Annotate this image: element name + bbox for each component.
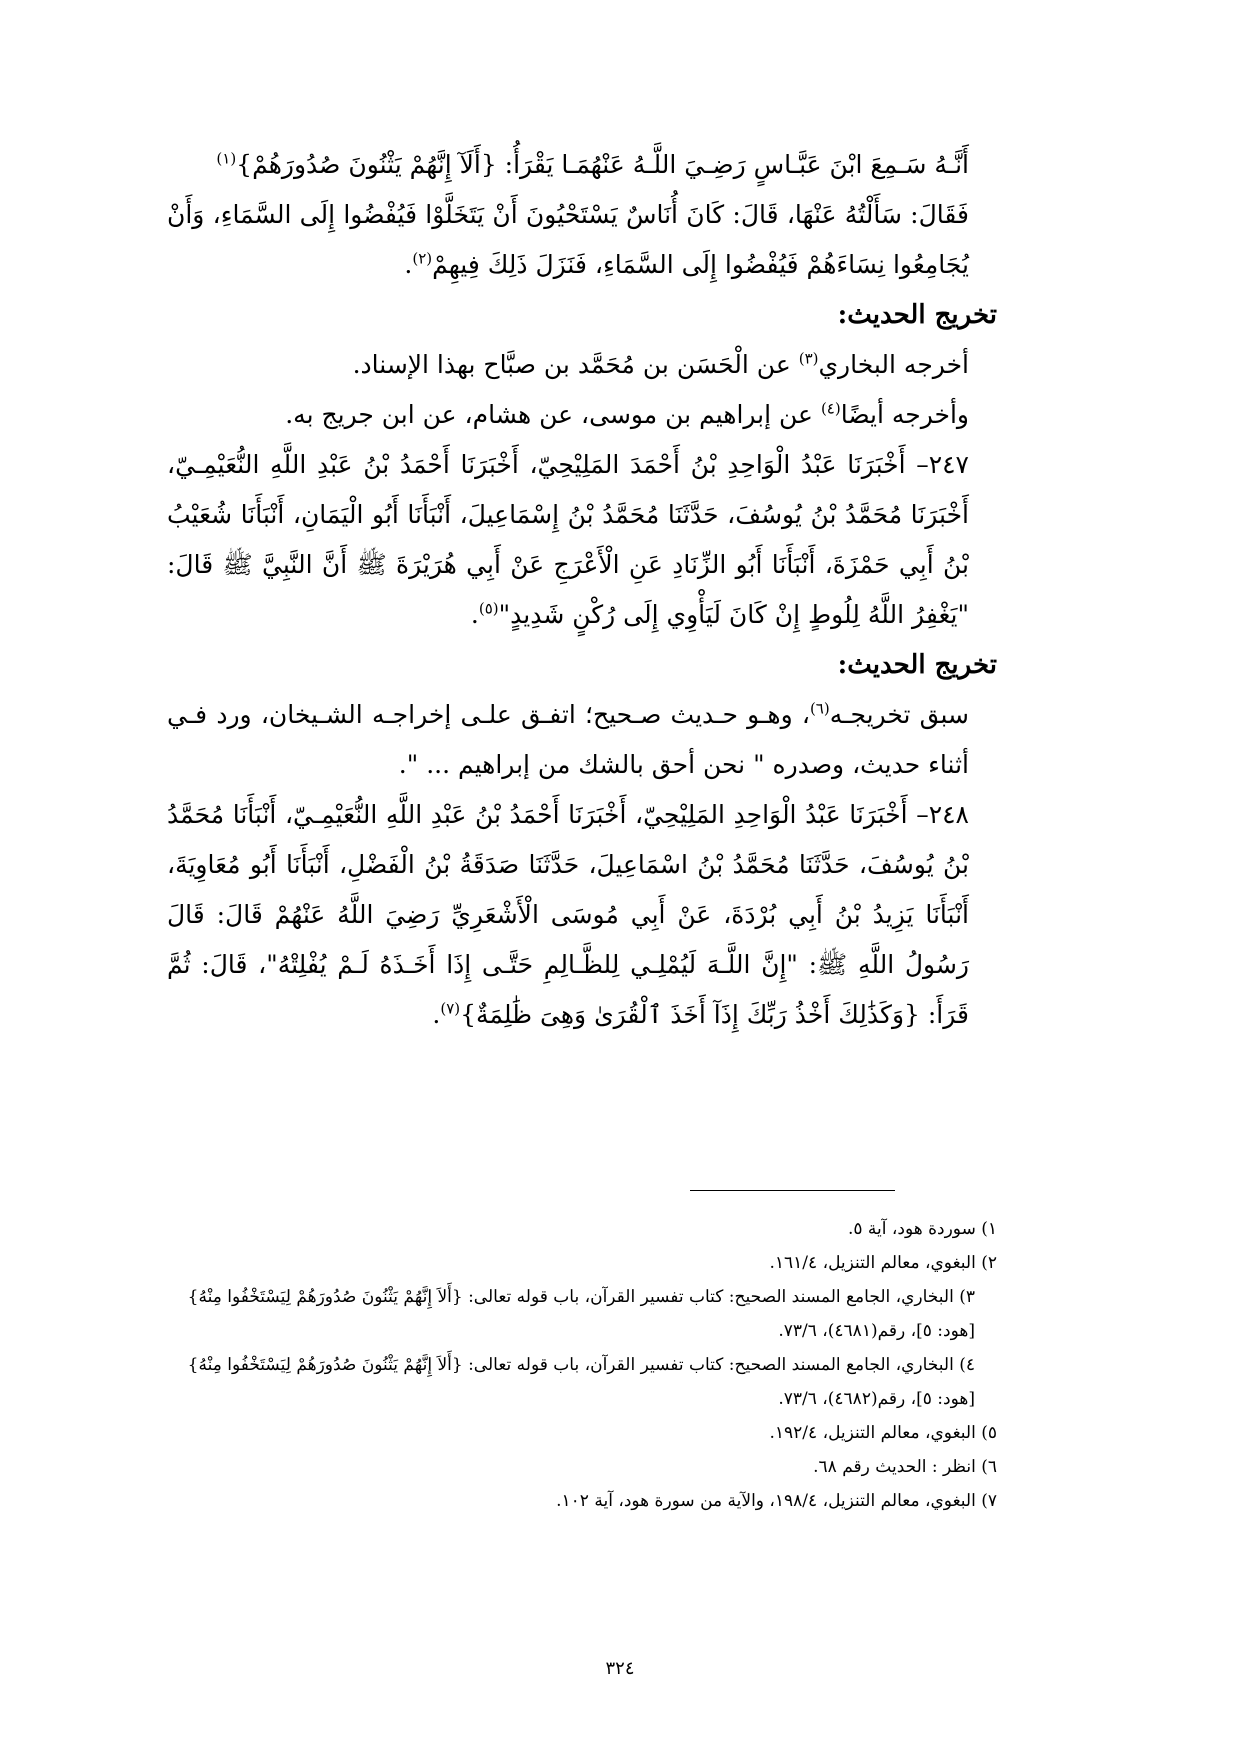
footnote-text: البغوي، معالم التنزيل، ١٦١/٤. xyxy=(769,1253,982,1273)
intro-verse-text: أَنَّـهُ سَـمِعَ ابْنَ عَبَّـاسٍ رَضِـيَ اللَّـهُ عَنْهُمَـا يَقْرَأُ: {أَلَآ إِنَّهُمْ يَثْنُونَ صُدُورَهُمْ} xyxy=(236,150,969,179)
footnote-number: ٦) xyxy=(981,1457,997,1477)
main-text xyxy=(167,140,997,1040)
footnote-number: ٣) xyxy=(959,1287,975,1307)
footnote-text: البخاري، الجامع المسند الصحيح: كتاب تفسير القرآن، باب قوله تعالى: {أَلاَ إِنَّهُمْ يَثْنُونَ صُدُورَهُمْ لِيَسْتَخْفُوا مِنْهُ}[هود: ٥]، رقم(٤٦٨١)، ٧٣/٦. xyxy=(187,1287,975,1341)
footnote-ref-3[interactable]: (٣) xyxy=(798,349,819,368)
paragraph-takhrij-2 xyxy=(167,690,997,790)
footnote-separator xyxy=(690,1190,895,1191)
hadith-247-end: . xyxy=(470,600,479,629)
footnote-text: سوردة هود، آية ٥. xyxy=(847,1219,982,1239)
hadith-248-end: . xyxy=(432,1000,441,1029)
paragraph-hadith-248 xyxy=(167,790,997,1040)
takhrij-1b-rest: عن إبراهيم بن موسى، عن هشام، عن ابن جريج به. xyxy=(285,400,821,429)
hadith-248-text: أَخْبَرَنَا عَبْدُ الْوَاحِدِ المَلِيْحِيّ، أَخْبَرَنَا أَحْمَدُ بْنُ عَبْدِ اللَّهِ النُّعَيْمِـيّ، أَنْبَأَنَا مُحَمَّدُ بْنُ يُوسُفَ، حَدَّثَنَا مُحَمَّدُ بْنُ اسْمَاعِيلَ، حَدَّثَنَا صَدَقَةُ بْنُ الْفَضْلِ، أَنْبَأَنَا أَبُو مُعَاوِيَةَ، أَنْبَأَنَا يَزِيدُ بْنُ أَبِي بُرْدَةَ، عَنْ أَبِي مُوسَى الْأَشْعَرِيِّ رَضِيَ اللَّهُ عَنْهُمْ قَالَ: قَالَ رَسُولُ اللَّهِ ﷺ: "إِنَّ اللَّـهَ لَيُمْلِـي لِلظَّـالِمِ حَتَّـى إِذَا أَخَـذَهُ لَـمْ يُفْلِتْهُ"، قَالَ: ثُمَّ قَرَأَ: {وَكَذَٰلِكَ أَخْذُ رَبِّكَ إِذَآ أَخَذَ ٱلْقُرَىٰ وَهِىَ ظَٰلِمَةٌ} xyxy=(167,800,969,1029)
footnote-text: البغوي، معالم التنزيل، ١٩٢/٤. xyxy=(769,1423,982,1443)
intro-text: فَقَالَ: سَأَلْتُهُ عَنْهَا، قَالَ: كَانَ أُنَاسٌ يَسْتَحْيُونَ أَنْ يَتَخَلَّوْا فَيُفْضُوا إِلَى السَّمَاءِ، وَأَنْ يُجَامِعُوا نِسَاءَهُمْ فَيُفْضُوا إِلَى السَّمَاءِ، فَنَزَلَ ذَلِكَ فِيهِمْ xyxy=(167,200,969,279)
takhrij-1a-rest: عن الْحَسَن بن مُحَمَّد بن صبَّاح بهذا الإسناد. xyxy=(352,350,799,379)
paragraph-takhrij-1a xyxy=(167,340,997,390)
footnote-number: ٥) xyxy=(981,1423,997,1443)
paragraph-intro xyxy=(167,190,997,290)
footnote-5 xyxy=(167,1416,997,1450)
footnote-number: ٢) xyxy=(981,1253,997,1273)
page-number: ٣٢٤ xyxy=(605,1658,635,1679)
footnote-text: البغوي، معالم التنزيل، ١٩٨/٤، والآية من سورة هود، آية ١٠٢. xyxy=(556,1491,982,1511)
footnote-4 xyxy=(167,1348,997,1416)
footnote-ref-6[interactable]: (٦) xyxy=(809,699,830,718)
footnote-ref-7[interactable]: (٧) xyxy=(440,999,461,1018)
intro-end: . xyxy=(404,250,413,279)
hadith-number-247: ٢٤٧– xyxy=(916,450,969,479)
paragraph-hadith-247 xyxy=(167,440,997,640)
footnote-ref-4[interactable]: (٤) xyxy=(820,399,841,418)
footnote-ref-2[interactable]: (٢) xyxy=(412,249,433,268)
footnote-number: ٤) xyxy=(959,1355,975,1375)
paragraph-takhrij-1b xyxy=(167,390,997,440)
takhrij-1a-text: أخرجه البخاري xyxy=(818,350,969,379)
hadith-number-248: ٢٤٨– xyxy=(916,800,969,829)
footnote-7 xyxy=(167,1484,997,1518)
hadith-247-text: أَخْبَرَنَا عَبْدُ الْوَاحِدِ بْنُ أَحْمَدَ المَلِيْحِيّ، أَخْبَرَنَا أَحْمَدُ بْنُ عَبْدِ اللَّهِ النُّعَيْمِـيّ، أَخْبَرَنَا مُحَمَّدُ بْنُ يُوسُفَ، حَدَّثَنَا مُحَمَّدُ بْنُ إِسْمَاعِيلَ، أَنْبَأَنَا أَبُو الْيَمَانِ، أَنْبَأَنَا شُعَيْبُ بْنُ أَبِي حَمْزَةَ، أَنْبَأَنَا أَبُو الزِّنَادِ عَنِ الْأَعْرَجِ عَنْ أَبِي هُرَيْرَةَ ﷺ أَنَّ النَّبِيَّ ﷺ قَالَ: "يَغْفِرُ اللَّهُ لِلُوطٍ إِنْ كَانَ لَيَأْوِي إِلَى رُكْنٍ شَدِيدٍ" xyxy=(167,450,969,629)
footnote-ref-1[interactable]: (١) xyxy=(216,149,237,168)
section-heading-takhrij-1: تخريج الحديث: xyxy=(837,300,997,330)
footnote-number: ٧) xyxy=(981,1491,997,1511)
takhrij-1b-text: وأخرجه أيضًا xyxy=(840,400,969,429)
section-heading-takhrij-2: تخريج الحديث: xyxy=(837,650,997,680)
footnote-text: انظر : الحديث رقم ٦٨. xyxy=(813,1457,982,1477)
footnote-text: البخاري، الجامع المسند الصحيح: كتاب تفسير القرآن، باب قوله تعالى: {أَلاَ إِنَّهُمْ يَثْنُونَ صُدُورَهُمْ لِيَسْتَخْفُوا مِنْهُ}[هود: ٥]، رقم(٤٦٨٢)، ٧٣/٦. xyxy=(187,1355,975,1409)
footnote-ref-5[interactable]: (٥) xyxy=(478,599,499,618)
footnote-1 xyxy=(167,1212,997,1246)
footnote-6 xyxy=(167,1450,997,1484)
footnote-2 xyxy=(167,1246,997,1280)
paragraph-intro-verse xyxy=(167,140,997,190)
takhrij-2-rest: ، وهـو حـديث صـحيح؛ اتفـق علـى إخراجـه الشـيخان، ورد فـي أثناء حديث، وصدره " نحن أحق بالشك من إبراهيم ... ". xyxy=(167,700,969,779)
footnote-number: ١) xyxy=(981,1219,997,1239)
footnotes xyxy=(167,1212,997,1518)
takhrij-2-text: سبق تخريجـه xyxy=(829,700,969,729)
footnote-3 xyxy=(167,1280,997,1348)
